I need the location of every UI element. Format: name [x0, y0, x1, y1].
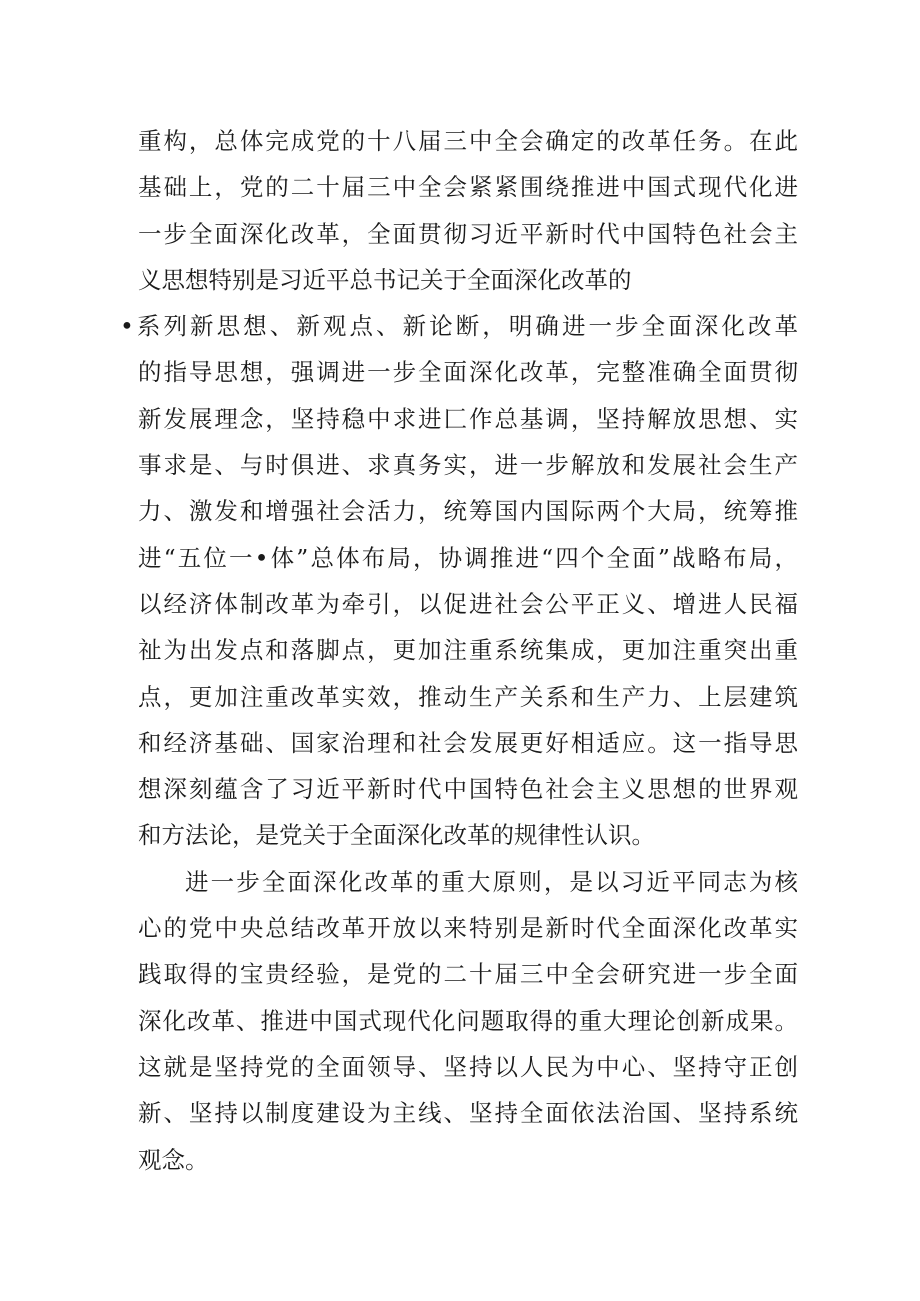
text-line: 进“五位一•体”总体布局，协调推进“四个全面”战略布局，	[138, 543, 798, 572]
text-line: 点，更加注重改革实效，推动生产关系和生产力、上层建筑	[138, 682, 798, 711]
text-line: 以经济体制改革为牵引，以促进社会公平正义、增进人民福	[138, 589, 798, 618]
text-line: 基础上，党的二十届三中全会紧紧围绕推进中国式现代化进	[138, 173, 798, 202]
text-line: 想深刻蕴含了习近平新时代中国特色社会主义思想的世界观	[138, 775, 798, 804]
text-line: •系列新思想、新观点、新论断，明确进一步全面深化改革	[120, 312, 798, 341]
text-line: 祉为出发点和落脚点，更加注重系统集成，更加注重突出重	[138, 636, 798, 665]
text-line: 践取得的宝贵经验，是党的二十届三中全会研究进一步全面	[138, 960, 798, 989]
text-line: 义思想特别是习近平总书记关于全面深化改革的	[138, 265, 632, 294]
text-line: 和经济基础、国家治理和社会发展更好相适应。这一指导思	[138, 728, 798, 757]
text-line: 重构，总体完成党的十八届三中全会确定的改革任务。在此	[138, 127, 798, 155]
text-line: 心的党中央总结改革开放以来特别是新时代全面深化改革实	[138, 914, 798, 943]
text-line: 新、坚持以制度建设为主线、坚持全面依法治国、坚持系统	[138, 1099, 798, 1128]
text-line: 事求是、与时俱进、求真务实，进一步解放和发展社会生产	[138, 451, 798, 480]
text-line: 这就是坚持党的全面领导、坚持以人民为中心、坚持守正创	[138, 1052, 798, 1081]
text-line: 新发展理念，坚持稳中求进匚作总基调，坚持解放思想、实	[138, 404, 798, 433]
text-line: 一步全面深化改革，全面贯彻习近平新时代中国特色社会主	[138, 219, 798, 248]
document-body-text	[120, 118, 798, 1183]
text-line: 进一步全面深化改革的重大原则，是以习近平同志为核	[185, 867, 798, 896]
text-line: 和方法论，是党关于全面深化改革的规律性认识。	[138, 821, 655, 850]
text-line: 的指导思想，强调进一步全面深化改革，完整准确全面贯彻	[138, 358, 798, 387]
text-line: 观念。	[138, 1145, 209, 1174]
text-line: 力、激发和增强社会活力，统筹国内国际两个大局，统筹推	[138, 497, 798, 526]
text-line: 深化改革、推进中国式现代化问题取得的重大理论创新成果。	[138, 1006, 798, 1035]
